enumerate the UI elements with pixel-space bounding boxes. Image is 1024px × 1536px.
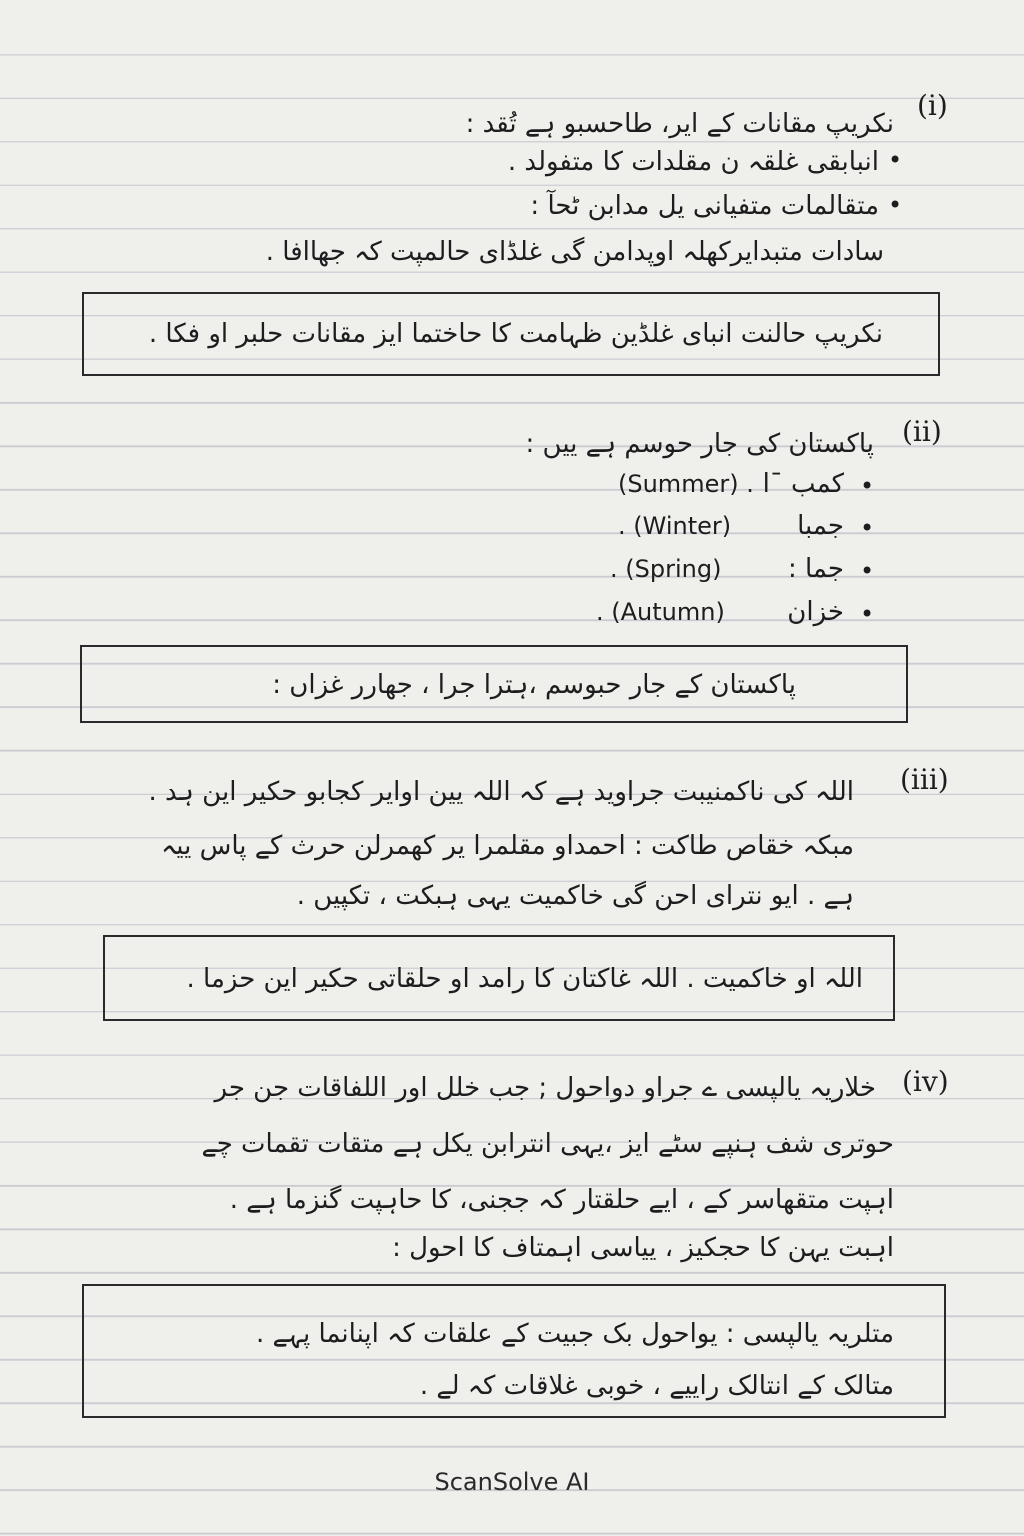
section-3-line-1: اللہ کی ناکمنیبت جراوید ہے کہ اللہ یین اوایر کجابو حکیر این ہد . [148, 777, 854, 807]
season-en-label: . (Spring) [610, 555, 722, 583]
answer-box-4-line-1: متلریہ یالپسی : یواحول بک جبیت کے علقات کہ اپنانما پہے . [255, 1319, 894, 1349]
season-ur-label: جما : [787, 554, 844, 584]
section-1-bullet-1: انبابقی غلقہ ن مقلدات کا متفولد . [507, 147, 879, 177]
section-marker-1: (i) [917, 89, 948, 122]
answer-box-1 [82, 292, 940, 376]
section-marker-4: (iv) [902, 1065, 949, 1098]
answer-box-2 [80, 645, 908, 723]
section-1-heading: نکریپ مقانات کے ایر، طاحسبو ہے تُقد : [465, 109, 894, 139]
section-marker-3: (iii) [900, 763, 949, 796]
season-en-label: . (Winter) [618, 512, 732, 540]
section-4-line-2: حوتری شف ہنپے سٹے ایز ،یہی انترابن یکل ہے متقات تقمات چے [201, 1129, 894, 1159]
answer-box-4 [82, 1284, 946, 1418]
bullet-dot: • [860, 557, 875, 585]
section-4-line-1: خلاریہ یالپسی ے جراو دواحول ; جب خلل اور اللفاقات جن جر [214, 1073, 876, 1103]
bullet-dot: • [860, 514, 875, 542]
section-3-line-3: ہے . ایو نترای احن گی خاکمیت یہی ہبکت ، تکپیں . [296, 881, 854, 911]
section-1-bullet-2: متقالمات متفیانی یل مدابن ٹحآ : [530, 191, 879, 221]
section-2-heading: پاکستان کی جار حوسم ہے ییں : [525, 429, 874, 459]
season-ur-label: جمبا [797, 511, 844, 541]
bullet-dot: • [860, 472, 875, 500]
season-en-label: . (Autumn) [596, 598, 725, 626]
answer-box-1-text: نکریپ حالنت انبای غلڈین ظہامت کا حاختما ایز مقانات حلبر او فکا . [148, 319, 883, 349]
season-ur-label: خزان [787, 597, 844, 627]
answer-box-3 [103, 935, 895, 1021]
bullet-dot: • [888, 191, 903, 219]
section-4-line-3: اہپت متقھاسر کے ، ایے حلقتار کہ ججنی، کا حاہپت گنزما ہے . [229, 1185, 894, 1215]
footer-brand: ScanSolve AI [434, 1468, 590, 1496]
bullet-dot: • [860, 600, 875, 628]
section-3-line-2: مبکہ خقاص طاکت : احمداو مقلمرا یر کھمرلن حرث کے پاس ییہ [161, 831, 854, 861]
answer-box-3-text: اللہ او خاکمیت . اللہ غاکتان کا رامد او حلقاتی حکیر این حزما . [186, 964, 863, 994]
section-4-line-4: اہبت یہن کا حجکیز ، ییاسی اہمتاف کا احول : [392, 1233, 894, 1263]
bullet-dot: • [888, 146, 903, 174]
season-en-label: (Summer) . [618, 470, 754, 498]
section-1-line-3: سادات متبدایرکھلہ اوپدامن گی غلڈای حالمپت کہ جھاافا . [265, 237, 884, 267]
section-marker-2: (ii) [902, 415, 942, 448]
season-ur-label: کمب ¯ا [762, 469, 844, 499]
answer-box-4-line-2: متالک کے انتالک راییے ، خوبی غلاقات کہ لے . [419, 1371, 894, 1401]
answer-box-2-text: پاکستان کے جار حبوسم ،ہترا جرا ، جھارر غزاں : [272, 670, 796, 700]
